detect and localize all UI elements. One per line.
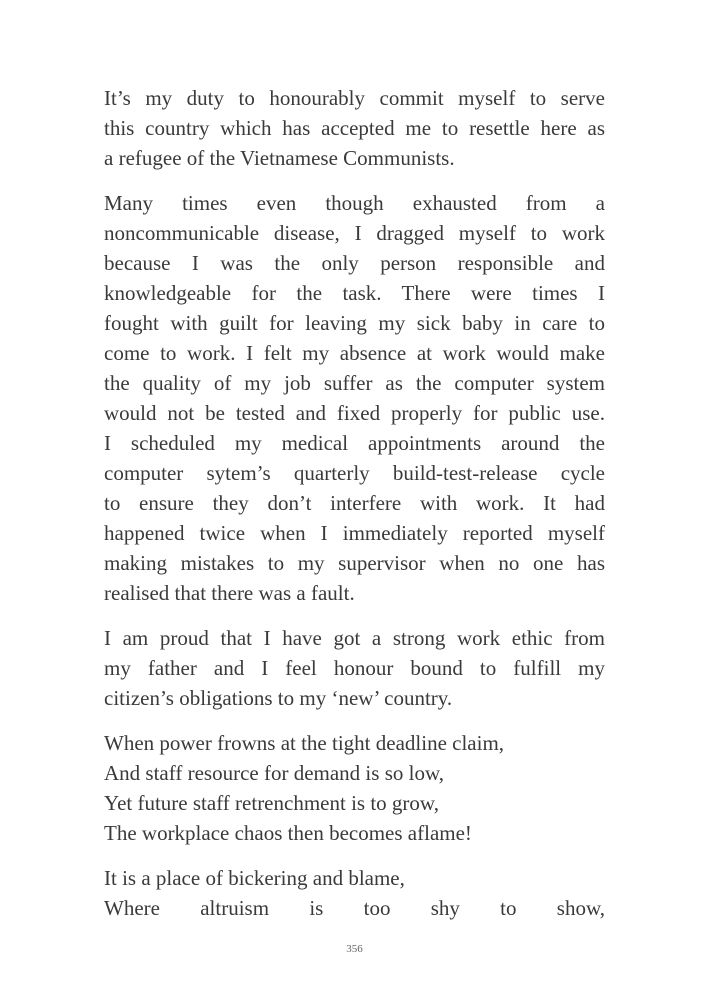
page-number: 356 xyxy=(346,943,363,955)
page-body xyxy=(104,83,605,938)
text-line: my father and I feel honour bound to fulfill my xyxy=(104,656,605,680)
poem-line: When power frowns at the tight deadline claim, xyxy=(104,731,505,755)
text-line: the quality of my job suffer as the computer system xyxy=(104,371,605,395)
text-line: a refugee of the Vietnamese Communists. xyxy=(104,146,455,170)
text-line: happened twice when I immediately reported myself xyxy=(104,521,605,545)
text-line: I scheduled my medical appointments around the xyxy=(104,431,605,455)
poem-line: The workplace chaos then becomes aflame! xyxy=(104,821,472,845)
text-line: I am proud that I have got a strong work ethic from xyxy=(104,626,605,650)
text-line: noncommunicable disease, I dragged myself to work xyxy=(104,221,605,245)
text-line: come to work. I felt my absence at work would make xyxy=(104,341,605,365)
text-line: It’s my duty to honourably commit myself to serve xyxy=(104,86,605,110)
text-line: to ensure they don’t interfere with work. It had xyxy=(104,491,605,515)
text-line: fought with guilt for leaving my sick baby in care to xyxy=(104,311,605,335)
poem-stanza-1 xyxy=(104,728,605,848)
poem-line: Where altruism is too shy to show, xyxy=(104,896,605,920)
text-line: computer sytem’s quarterly build-test-release cycle xyxy=(104,461,605,485)
text-line: this country which has accepted me to resettle here as xyxy=(104,116,605,140)
poem-line: It is a place of bickering and blame, xyxy=(104,866,405,890)
text-line: knowledgeable for the task. There were times I xyxy=(104,281,605,305)
text-line: citizen’s obligations to my ‘new’ country. xyxy=(104,686,453,710)
text-line: would not be tested and fixed properly for public use. xyxy=(104,401,605,425)
paragraph-work xyxy=(104,188,605,608)
text-line: because I was the only person responsible and xyxy=(104,251,605,275)
text-line: realised that there was a fault. xyxy=(104,581,355,605)
poem-line: And staff resource for demand is so low, xyxy=(104,761,444,785)
paragraph-duty xyxy=(104,83,605,173)
text-line: making mistakes to my supervisor when no one has xyxy=(104,551,605,575)
text-line: Many times even though exhausted from a xyxy=(104,191,605,215)
poem-line: Yet future staff retrenchment is to grow, xyxy=(104,791,439,815)
poem-stanza-2 xyxy=(104,863,605,923)
paragraph-pride xyxy=(104,623,605,713)
